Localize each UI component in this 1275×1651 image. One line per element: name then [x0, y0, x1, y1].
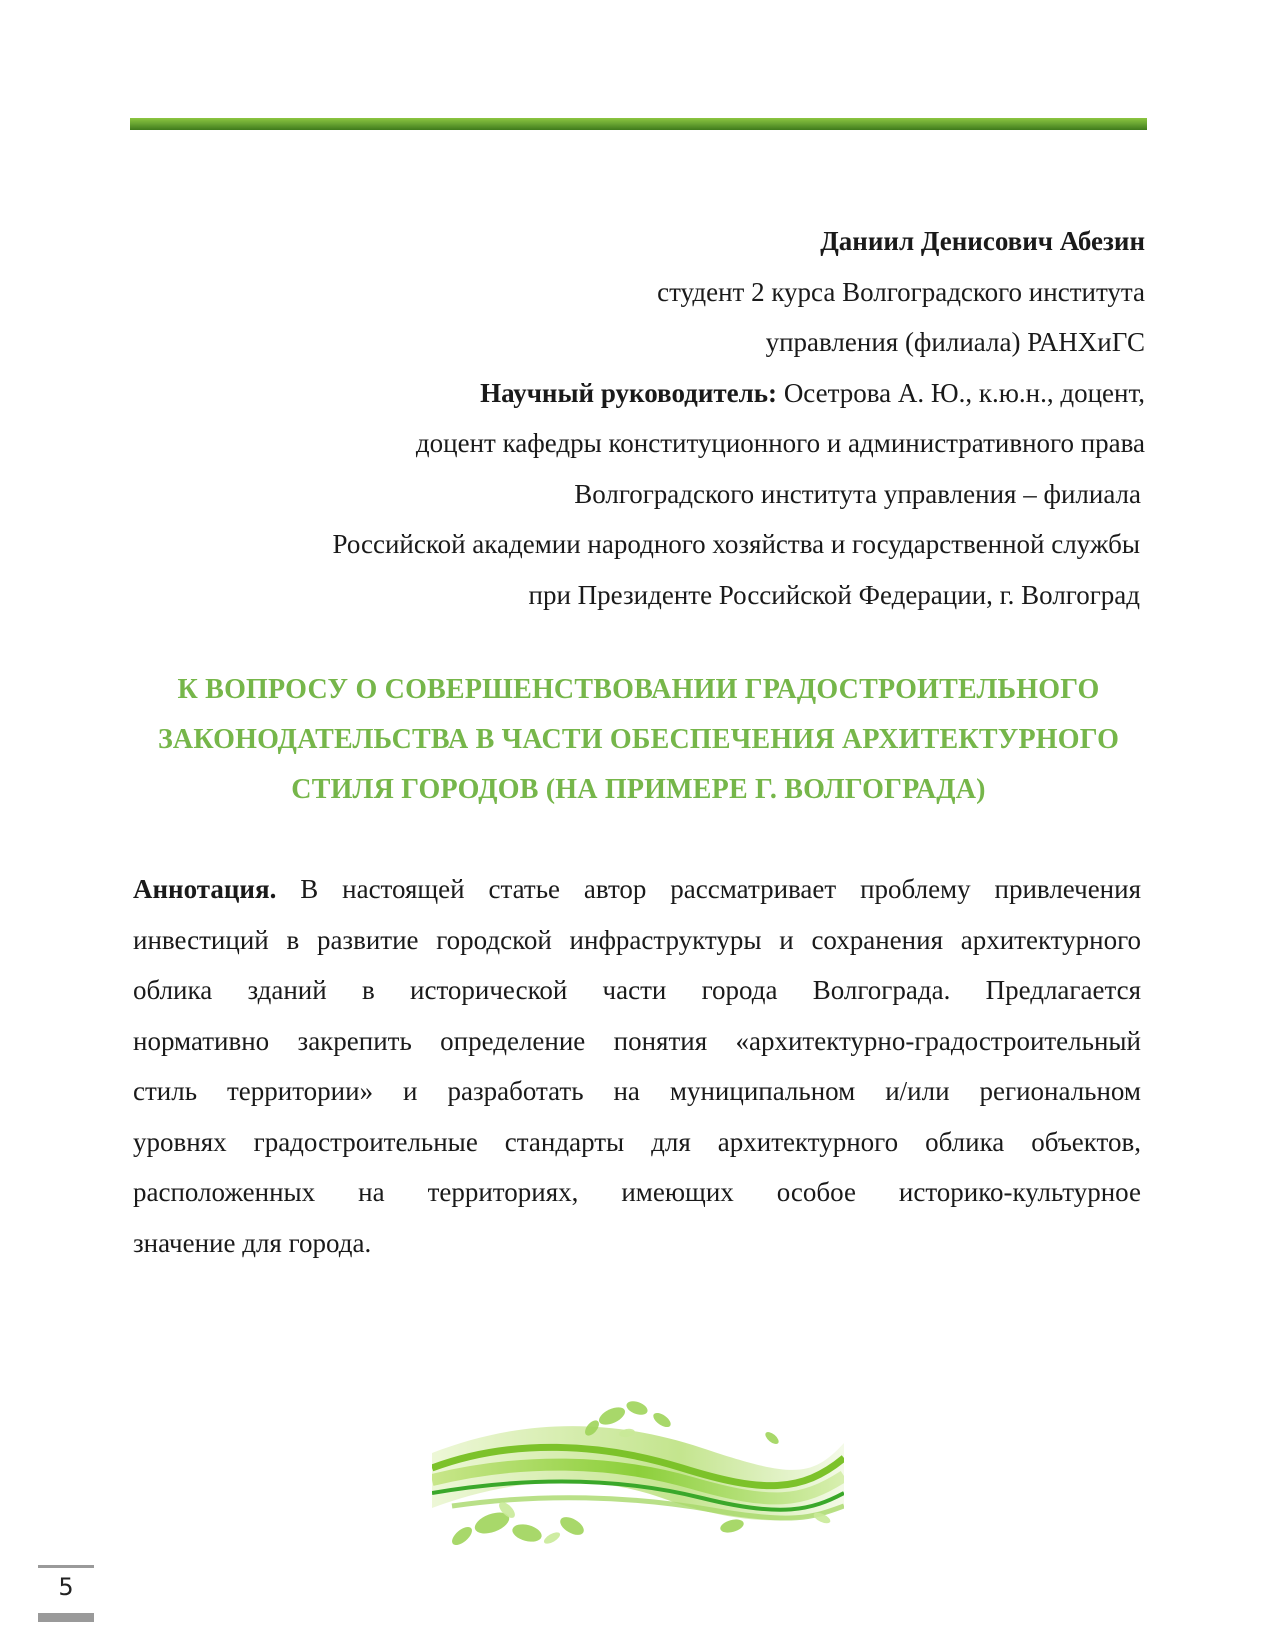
author-position-line-1: студент 2 курса Волгоградского института: [657, 276, 1145, 307]
title-line-1: К ВОПРОСУ О СОВЕРШЕНСТВОВАНИИ ГРАДОСТРОИТЕЛЬНОГО: [177, 674, 1100, 705]
green-leaf-wave-ornament-icon: [432, 1398, 844, 1548]
abstract-label: Аннотация.: [133, 874, 277, 904]
supervisor-line-3: Волгоградского института управления – филиала: [574, 478, 1141, 509]
page-number: 5: [58, 1573, 74, 1601]
supervisor-line-4: Российской академии народного хозяйства и государственной службы: [332, 529, 1140, 559]
author-name: Даниил Денисович Абезин: [820, 226, 1145, 256]
author-position-line-2: управления (филиала) РАНХиГС: [765, 327, 1145, 357]
abstract-line-1: [133, 864, 1141, 915]
page-number-box: [38, 1565, 94, 1622]
abstract-line-2: инвестиций в развитие городской инфраструктуры и сохранения архитектурного: [133, 924, 1141, 955]
supervisor-name: Осетрова А. Ю., к.ю.н., доцент,: [777, 377, 1145, 408]
abstract-line-1-text: В настоящей статье автор рассматривает проблему привлечения: [276, 874, 1141, 904]
abstract-line-5: стиль территории» и разработать на муниципальном и/или региональном: [133, 1076, 1141, 1106]
supervisor-line-2: доцент кафедры конституционного и административного права: [415, 428, 1145, 458]
title-line-3: СТИЛЯ ГОРОДОВ (НА ПРИМЕРЕ Г. ВОЛГОГРАДА): [291, 774, 986, 805]
supervisor-label: Научный руководитель:: [480, 377, 778, 408]
header-rule: [130, 118, 1147, 130]
title-line-2: ЗАКОНОДАТЕЛЬСТВА В ЧАСТИ ОБЕСПЕЧЕНИЯ АРХИТЕКТУРНОГО: [157, 724, 1120, 755]
abstract-line-6: уровнях градостроительные стандарты для архитектурного облика объектов,: [133, 1126, 1141, 1157]
abstract-line-4: нормативно закрепить определение понятия «архитектурно-градостроительный: [133, 1025, 1141, 1056]
page-number-top-bar: [38, 1565, 94, 1568]
author-block: [145, 216, 1145, 620]
supervisor-line-5: при Президенте Российской Федерации, г. Волгоград: [528, 579, 1140, 610]
page-number-bottom-bar: [38, 1613, 94, 1622]
abstract-line-8: значение для города.: [133, 1227, 372, 1258]
abstract-line-7: расположенных на территориях, имеющих особое историко-культурное: [133, 1177, 1141, 1207]
abstract: [133, 864, 1141, 1268]
article-title: [130, 665, 1147, 815]
supervisor-line-1: [145, 368, 1145, 419]
abstract-line-3: облика зданий в исторической части города Волгограда. Предлагается: [133, 975, 1141, 1005]
